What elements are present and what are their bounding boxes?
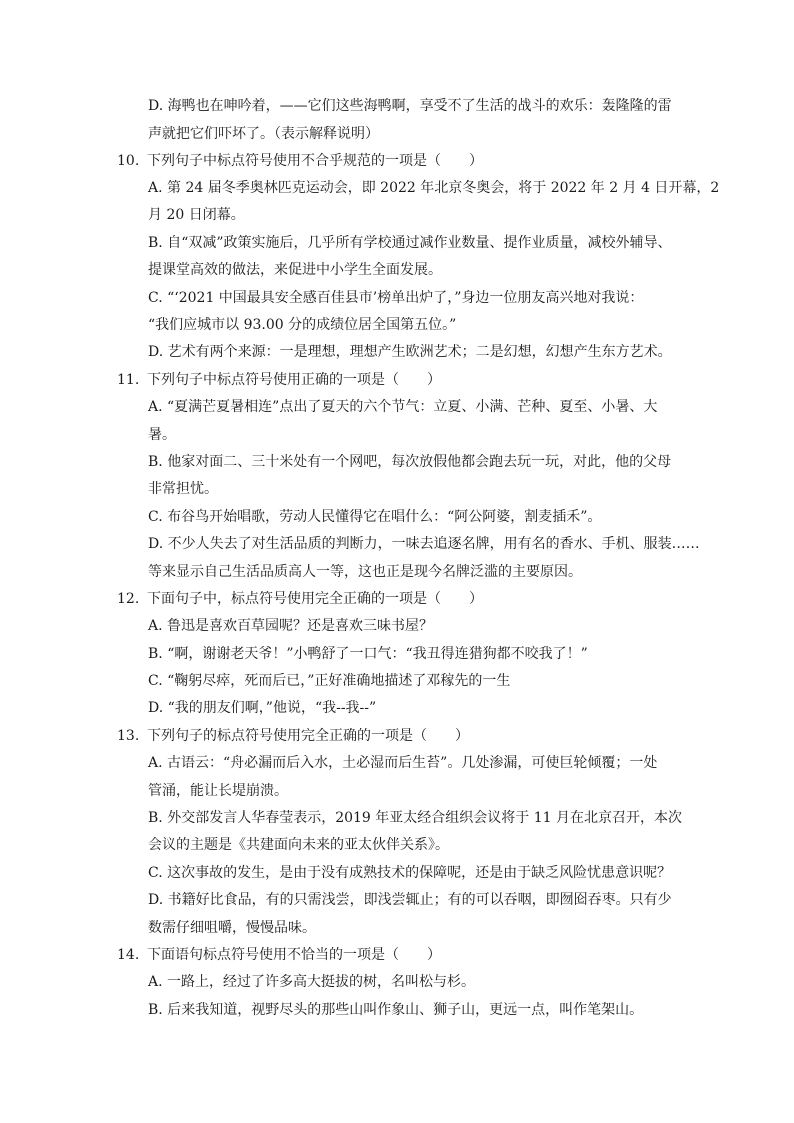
question-10-stem	[117, 151, 483, 171]
q13-option-b-line1: B. 外交部发言人华春莹表示，2019 年亚太经合组织会议将于 11 月在北京召开，本次	[148, 810, 682, 826]
q13-option-d-line1: D. 书籍好比食品，有的只需浅尝，即浅尝辄止；有的可以吞咽，即囫囵吞枣。只有少	[148, 892, 672, 908]
q10-option-b-line2: 提课堂高效的做法，来促进中小学生全面发展。	[148, 262, 442, 278]
q13-option-b-line2: 会议的主题是《共建面向未来的亚太伙伴关系》。	[148, 837, 449, 853]
question-14-text: 下面语句标点符号使用不恰当的一项是（ ）	[147, 947, 441, 963]
question-11-text: 下列句子中标点符号使用正确的一项是（ ）	[147, 372, 441, 388]
question-12-stem	[117, 589, 483, 609]
q12-option-a-line1: A. 鲁迅是喜欢百草园呢？还是喜欢三味书屋？	[148, 618, 434, 634]
q11-option-b-line1: B. 他家对面二、三十米处有一个网吧，每次放假他都会跑去玩一玩，对此，他的父母	[148, 454, 672, 470]
q10-option-a-line2: 月 20 日闭幕。	[148, 207, 245, 223]
q10-option-c-line2: “我们应城市以 93.00 分的成绩位居全国第五位。”	[148, 317, 457, 333]
q11-option-d-line2: 等来显示自己生活品质高人一等，这也正是现今名牌泛滥的主要原因。	[148, 564, 582, 580]
question-14-stem	[117, 945, 441, 965]
q13-option-a-line1: A. 古语云：“舟必漏而后入水，土必湿而后生苔”。几处渗漏，可使巨轮倾覆；一处	[148, 755, 658, 771]
q10-option-d-line1: D. 艺术有两个来源：一是理想，理想产生欧洲艺术；二是幻想，幻想产生东方艺术。	[148, 344, 672, 360]
question-11-number: 11.	[117, 372, 140, 388]
q14-option-a-line1: A. 一路上，经过了许多高大挺拔的树，名叫松与杉。	[148, 974, 476, 990]
q14-option-b-line1: B. 后来我知道，视野尽头的那些山叫作象山、狮子山，更远一点，叫作笔架山。	[148, 1002, 644, 1018]
q12-option-b-line1: B. “啊，谢谢老天爷！”小鸭舒了一口气：“我丑得连猎狗都不咬我了！”	[148, 646, 588, 662]
question-12-number: 12.	[117, 591, 140, 607]
q13-option-a-line2: 管涌，能让长堤崩溃。	[148, 783, 288, 799]
question-12-text: 下面句子中，标点符号使用完全正确的一项是（ ）	[147, 591, 483, 607]
q10-option-b-line1: B. 自“双减”政策实施后，几乎所有学校通过减作业数量、提作业质量，减校外辅导、	[148, 235, 672, 251]
q12-option-c-line1: C. “鞠躬尽瘁，死而后已，”正好准确地描述了邓稼先的一生	[148, 673, 511, 689]
question-13-number: 13.	[117, 728, 140, 744]
q13-option-c-line1: C. 这次事故的发生，是由于没有成熟技术的保障呢，还是由于缺乏风险忧患意识呢？	[148, 865, 672, 881]
q9-option-d-line1: D. 海鸭也在呻吟着，——它们这些海鸭啊，享受不了生活的战斗的欢乐：轰隆隆的雷	[148, 98, 672, 114]
q13-option-d-line2: 数需仔细咀嚼，慢慢品味。	[148, 920, 316, 936]
q10-option-a-line1: A. 第 24 届冬季奥林匹克运动会，即 2022 年北京冬奥会，将于 2022 年 2 月 4 日开幕，2	[148, 180, 720, 196]
question-11-stem	[117, 370, 441, 390]
question-10-text: 下列句子中标点符号使用不合乎规范的一项是（ ）	[147, 153, 483, 169]
question-13-stem	[117, 726, 469, 746]
q10-option-c-line1: C. “‘2021 中国最具安全感百佳县市’榜单出炉了，”身边一位朋友高兴地对我说：	[148, 290, 644, 306]
q9-option-d-line2: 声就把它们吓坏了。（表示解释说明）	[148, 126, 379, 142]
question-10-number: 10.	[117, 153, 140, 169]
q11-option-a-line2: 暑。	[148, 427, 176, 443]
question-14-number: 14.	[117, 947, 140, 963]
q12-option-d-line1: D. “我的朋友们啊，”他说，“我--我--”	[148, 700, 377, 716]
q11-option-a-line1: A. “夏满芒夏暑相连”点出了夏天的六个节气：立夏、小满、芒种、夏至、小暑、大	[148, 399, 658, 415]
q11-option-d-line1: D. 不少人失去了对生活品质的判断力，一味去追逐名牌，用有名的香水、手机、服装……	[148, 536, 700, 552]
q11-option-b-line2: 非常担忧。	[148, 481, 218, 497]
q11-option-c-line1: C. 布谷鸟开始唱歌，劳动人民懂得它在唱什么：“阿公阿婆，割麦插禾”。	[148, 509, 602, 525]
question-13-text: 下列句子的标点符号使用完全正确的一项是（ ）	[147, 728, 469, 744]
